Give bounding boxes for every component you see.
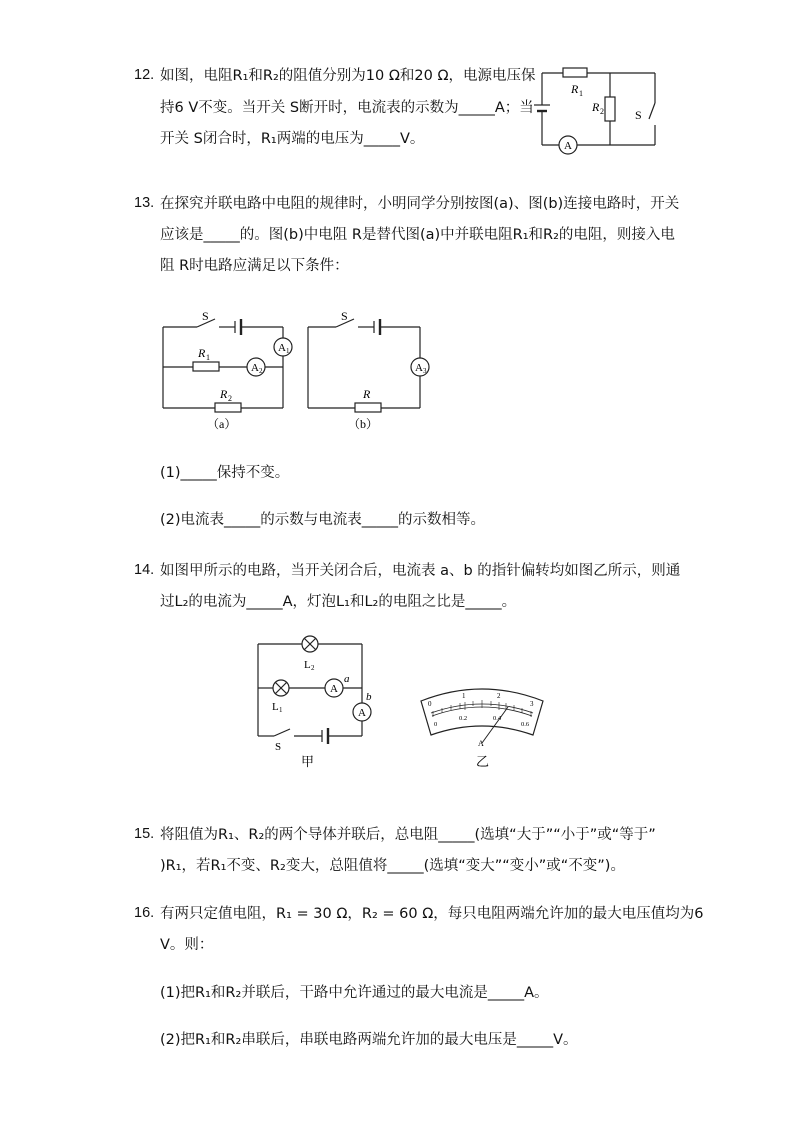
svg-text:A: A	[564, 140, 572, 152]
svg-text:2: 2	[497, 692, 501, 700]
svg-text:2: 2	[311, 664, 315, 672]
sub-question-2: (2)把R₁和R₂串联后，串联电路两端允许加的最大电压是_____V。	[160, 1032, 578, 1048]
svg-text:R: R	[571, 82, 579, 96]
svg-text:1: 1	[579, 89, 583, 98]
resistor-r1	[563, 68, 587, 77]
question-text-line: 阻 R时电路应满足以下条件：	[160, 258, 349, 274]
svg-text:L: L	[304, 659, 311, 671]
sub-question-1: (1)把R₁和R₂并联后，干路中允许通过的最大电流是_____A。	[160, 985, 549, 1001]
circuit-diagram-q12	[525, 55, 665, 165]
question-text-line: 有两只定值电阻，R₁ = 30 Ω，R₂ = 60 Ω，每只电阻两端允许加的最大电压值均为6	[160, 906, 704, 922]
question-number: 14.	[134, 562, 155, 578]
svg-text:2: 2	[600, 107, 604, 116]
svg-text:0.4: 0.4	[493, 715, 502, 722]
svg-text:R: R	[363, 387, 371, 401]
question-text-line: 如图，电阻R₁和R₂的阻值分别为10 Ω和20 Ω，电源电压保	[160, 68, 536, 84]
circuit-diagram-a	[155, 305, 300, 435]
svg-text:1: 1	[206, 353, 210, 362]
svg-text:A: A	[358, 707, 366, 719]
question-text-line: 将阻值为R₁、R₂的两个导体并联后，总电阻_____(选填“大于”“小于”或“等于”	[160, 827, 656, 843]
question-text-line: 过L₂的电流为_____A，灯泡L₁和L₂的电阻之比是_____。	[160, 594, 517, 610]
svg-text:甲: 甲	[301, 754, 315, 769]
svg-text:b: b	[366, 691, 372, 703]
ammeter-dial-yi	[415, 683, 550, 778]
svg-text:A: A	[278, 342, 286, 354]
svg-text:1: 1	[286, 347, 290, 355]
question-number: 15.	[134, 826, 155, 842]
resistor-r2	[605, 97, 615, 121]
svg-text:3: 3	[423, 367, 427, 375]
svg-text:乙: 乙	[476, 754, 490, 769]
svg-text:R: R	[198, 346, 206, 360]
svg-text:S: S	[202, 309, 209, 323]
svg-text:A: A	[251, 362, 259, 374]
svg-text:A: A	[330, 683, 338, 695]
circuit-diagram-jia	[248, 628, 378, 778]
sub-question-2: (2)电流表_____的示数与电流表_____的示数相等。	[160, 512, 486, 528]
svg-text:3: 3	[530, 700, 534, 708]
sub-question-1: (1)_____保持不变。	[160, 465, 290, 481]
question-text-line: 如图甲所示的电路，当开关闭合后，电流表 a、b 的指针偏转均如图乙所示，则通	[160, 563, 681, 579]
question-number: 13.	[134, 195, 155, 211]
svg-text:0.6: 0.6	[521, 721, 530, 728]
svg-text:2: 2	[259, 367, 263, 375]
svg-text:1: 1	[279, 706, 283, 714]
svg-text:R: R	[592, 100, 600, 114]
question-text-line: 持6 V不变。当开关 S断开时，电流表的示数为_____A；当	[160, 100, 534, 116]
svg-text:0: 0	[434, 721, 438, 728]
svg-text:（a）: （a）	[207, 417, 237, 431]
svg-text:A: A	[478, 739, 484, 748]
svg-text:0: 0	[428, 700, 432, 708]
svg-text:L: L	[272, 701, 279, 713]
svg-text:（b）: （b）	[348, 417, 379, 431]
question-text-line: )R₁，若R₁不变、R₂变大，总阻值将_____(选填“变大”“变小”或“不变”)。	[160, 858, 625, 874]
question-text-line: V。则：	[160, 937, 214, 953]
question-text-line: 应该是_____的。图(b)中电阻 R是替代图(a)中并联电阻R₁和R₂的电阻，则接入电	[160, 227, 675, 243]
svg-text:R: R	[220, 387, 228, 401]
svg-text:a: a	[344, 673, 350, 685]
svg-text:2: 2	[228, 394, 232, 403]
svg-text:A: A	[415, 362, 423, 374]
svg-text:S: S	[275, 741, 282, 753]
svg-text:S: S	[635, 108, 642, 122]
circuit-diagram-b	[300, 305, 435, 435]
question-number: 12.	[134, 67, 155, 83]
question-text-line: 在探究并联电路中电阻的规律时，小明同学分别按图(a)、图(b)连接电路时，开关	[160, 196, 680, 212]
svg-text:1: 1	[462, 692, 466, 700]
question-text-line: 开关 S闭合时，R₁两端的电压为_____V。	[160, 131, 425, 147]
svg-text:0.2: 0.2	[459, 715, 468, 722]
question-number: 16.	[134, 905, 155, 921]
svg-text:S: S	[341, 309, 348, 323]
